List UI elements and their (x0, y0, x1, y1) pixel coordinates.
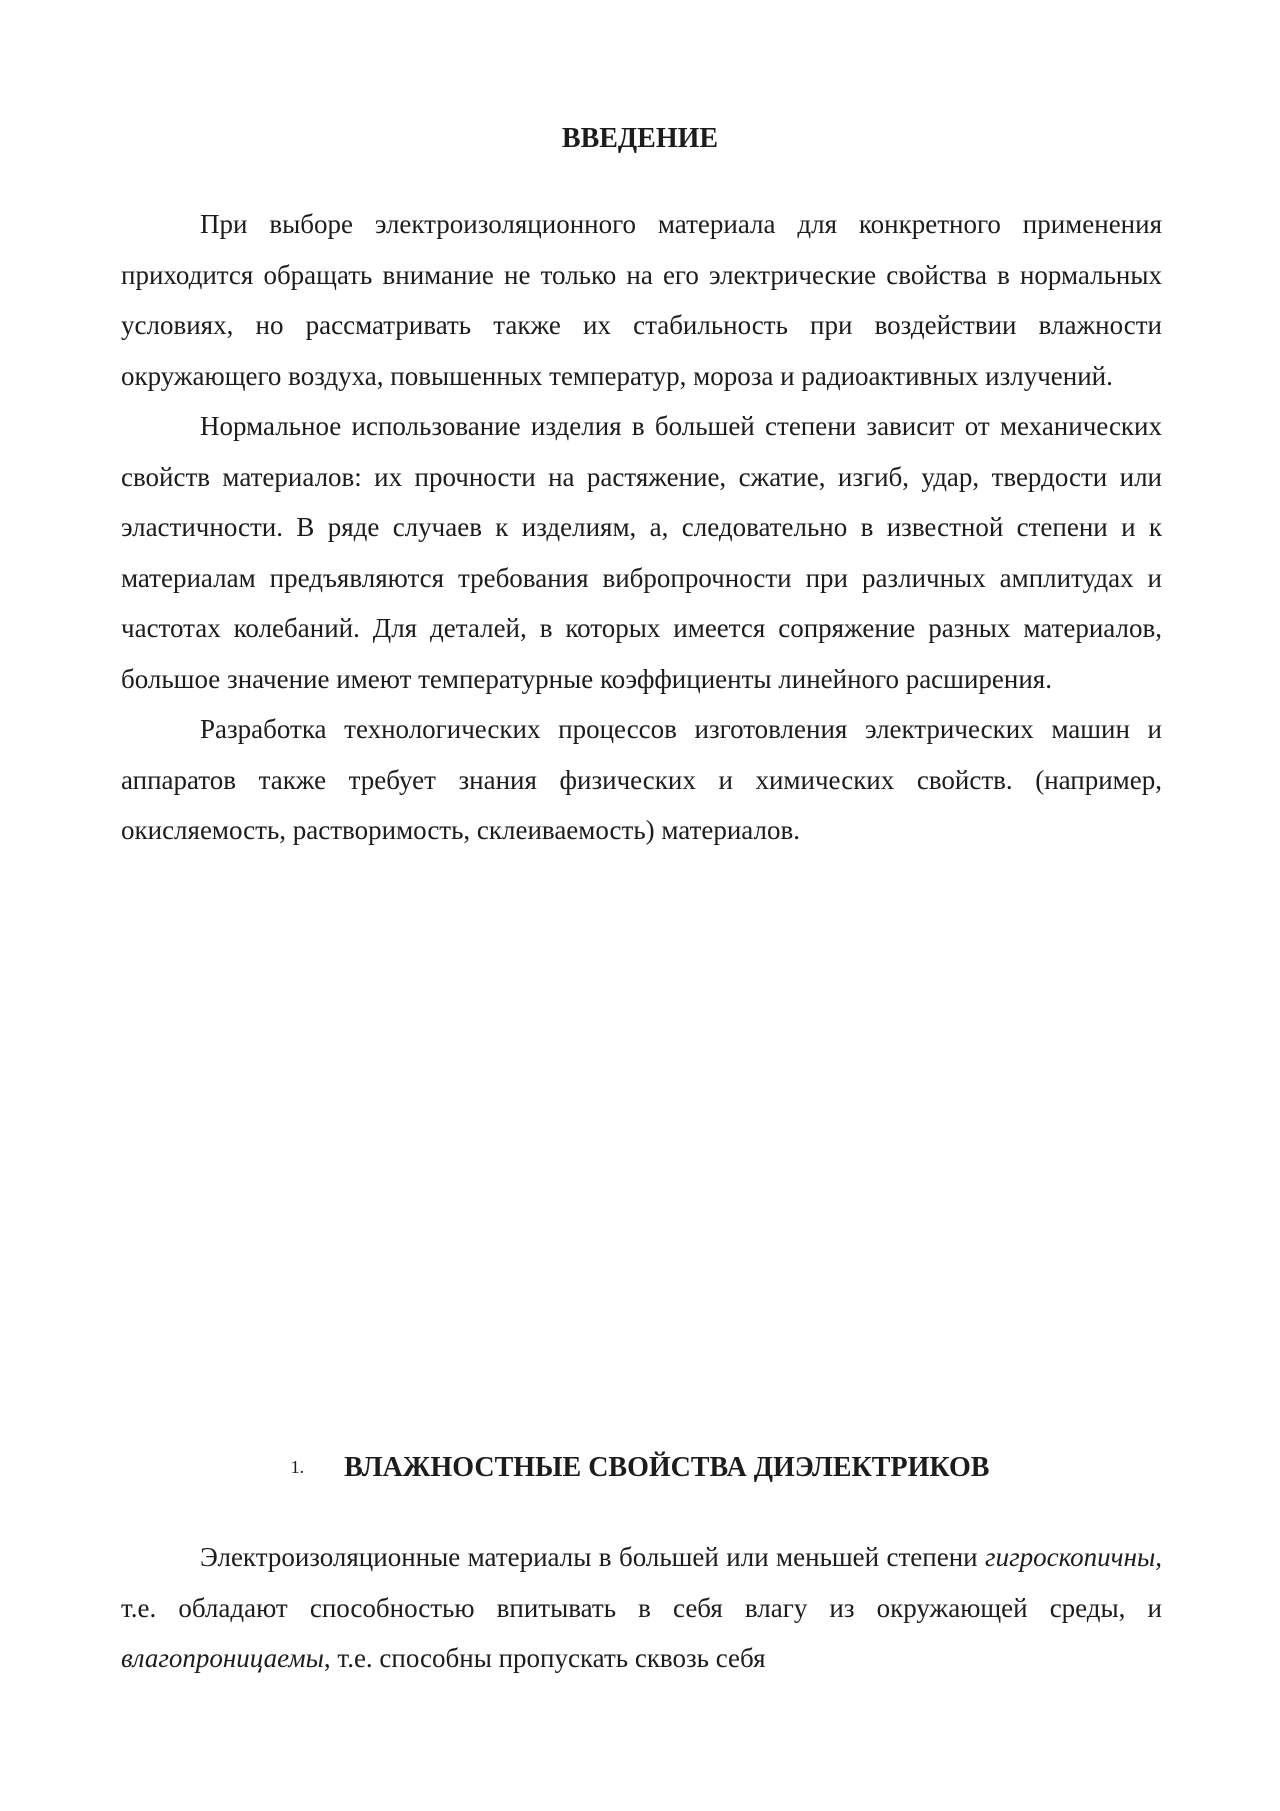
term-hygroscopic: гигроскопичны, (985, 1542, 1162, 1572)
text-fragment: , т.е. способны пропускать сквозь себя (323, 1643, 766, 1673)
section-1-heading (0, 1454, 1280, 1482)
term-permeable: влагопроницаемы (121, 1643, 324, 1673)
text-fragment: Электроизоляционные материалы в большей или меньшей степени (200, 1542, 986, 1572)
text-fragment: т.е. обладают способностью впитывать в себя влагу из окружающей среды, и (121, 1592, 1162, 1623)
section-title: ВЛАЖНОСТНЫЕ СВОЙСТВА ДИЭЛЕКТРИКОВ (344, 1452, 990, 1483)
section-number: 1. (290, 1457, 305, 1477)
intro-paragraph-3: Разработка технологических процессов изготовления электрических машин и аппаратов также требует знания физических и химических свойств. (например, окисляемость, растворимость, склеиваемость) материалов. (121, 714, 1162, 845)
intro-body (121, 199, 1162, 856)
intro-paragraph-2: Нормальное использование изделия в большей степени зависит от механических свойств материалов: их прочности на растяжение, сжатие, изгиб, удар, твердости или эластичности. В ряде случаев к изделиям, а, следовательно в известной степени и к материалам предъявляются требования вибропрочности при различных амплитудах и частотах колебаний. Для деталей, в которых имеется сопряжение разных материалов, большое значение имеют температурные коэффициенты линейного расширения. (121, 411, 1162, 694)
section-1-body (121, 1532, 1162, 1684)
intro-title: ВВЕДЕНИЕ (561, 123, 719, 154)
section-1-paragraph (121, 1532, 1162, 1684)
intro-paragraph-1: При выборе электроизоляционного материала для конкретного применения приходится обращать внимание не только на его электрические свойства в нормальных условиях, но рассматривать также их стабильность при воздействии влажности окружающего воздуха, повышенных температур, мороза и радиоактивных излучений. (121, 209, 1162, 391)
